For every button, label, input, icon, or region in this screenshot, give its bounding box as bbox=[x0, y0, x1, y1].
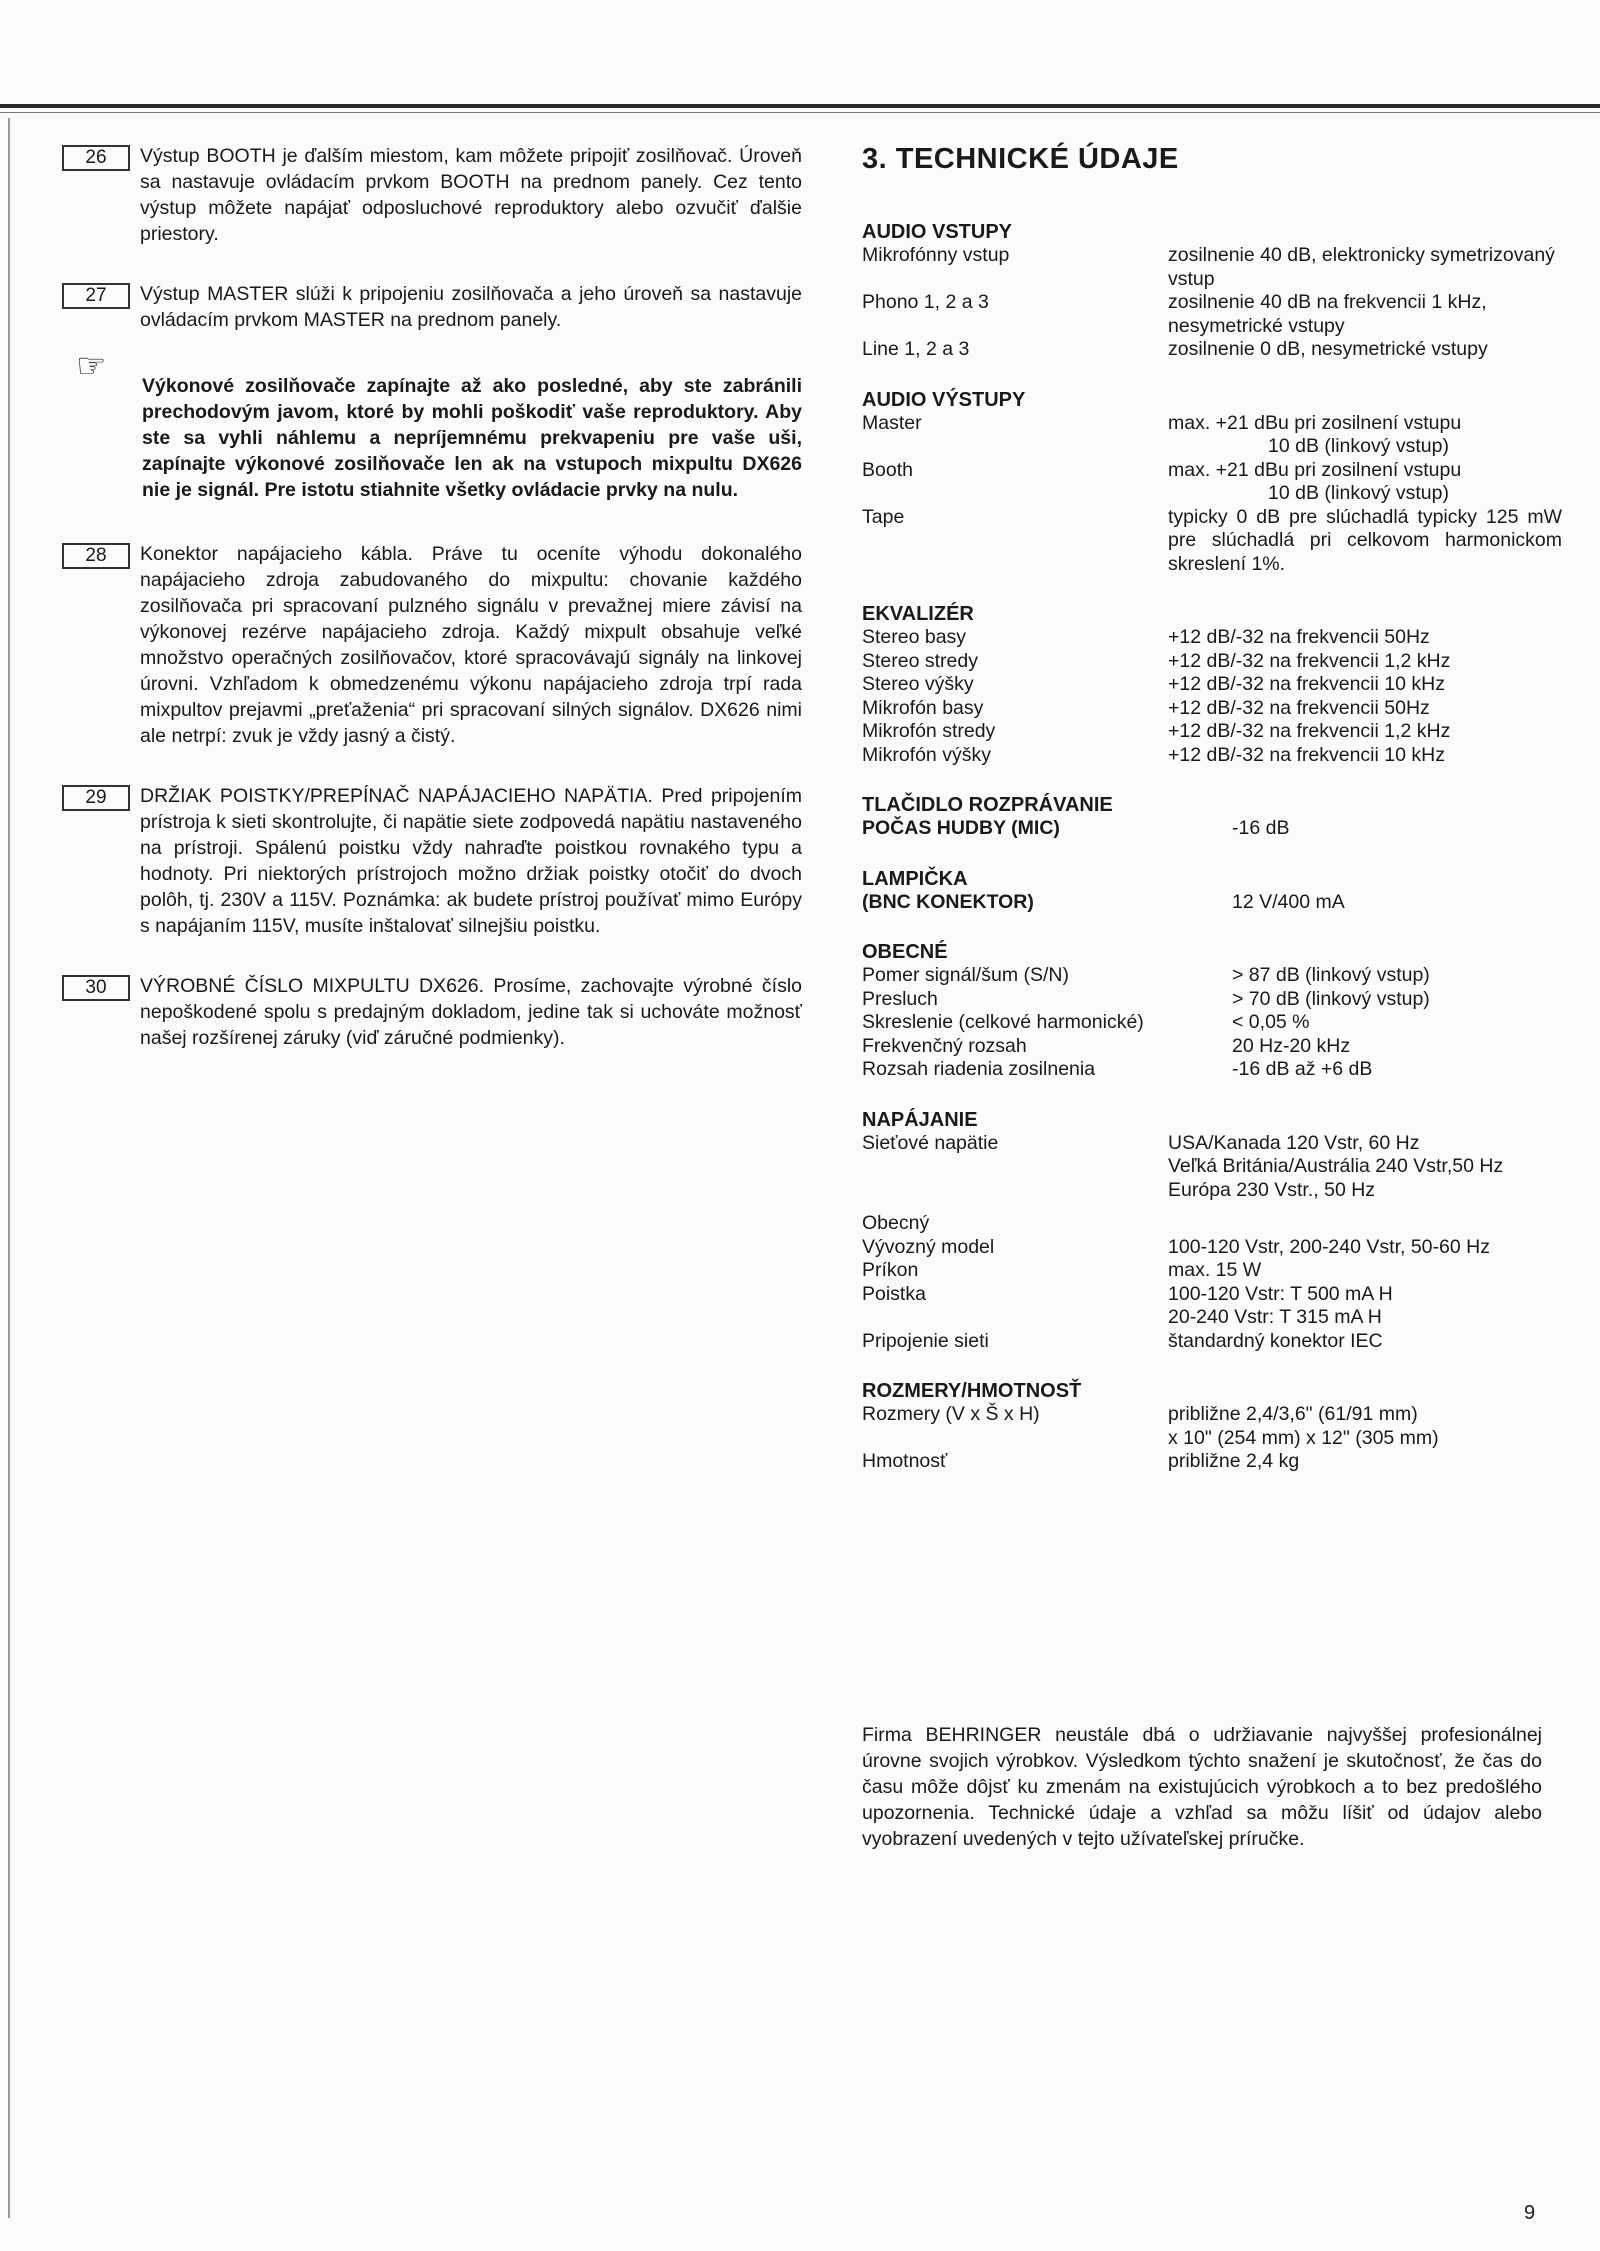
warning-text: Výkonové zosilňovače zapínajte až ako posledné, aby ste zabránili prechodovým javom, ktoré by mohli poškodiť vaše reproduktory. Aby ste sa vyhli náhlemu a nepríjemnému prekvapeniu pre vaše uši, zapínajte výkonové zosilňovače len ak na vstupoch mixpultu DX626 nie je signál. Pre istotu stiahnite všetky ovládacie prvky na nulu. bbox=[142, 375, 802, 501]
spec-value bbox=[1168, 1132, 1562, 1203]
spec-label: Rozmery (V x Š x H) bbox=[862, 1403, 1040, 1425]
spec-row bbox=[862, 817, 1562, 841]
spec-label: Presluch bbox=[862, 987, 938, 1010]
spec-row bbox=[862, 626, 1562, 650]
spec-value: 12 V/400 mA bbox=[1232, 890, 1345, 913]
spec-value bbox=[1168, 1212, 1562, 1236]
item-26 bbox=[62, 143, 802, 247]
spec-value-line: USA/Kanada 120 Vstr, 60 Hz bbox=[1168, 1131, 1420, 1154]
spec-heading: EKVALIZÉR bbox=[862, 603, 974, 625]
spec-heading: LAMPIČKA bbox=[862, 867, 968, 890]
spec-row bbox=[862, 459, 1562, 506]
spec-label: Frekvenčný rozsah bbox=[862, 1034, 1027, 1057]
spec-row bbox=[862, 1011, 1562, 1035]
spec-value: štandardný konektor IEC bbox=[1168, 1329, 1383, 1352]
spec-label: Stereo stredy bbox=[862, 649, 978, 672]
spec-label: Obecný bbox=[862, 1212, 930, 1234]
spec-value: -16 dB až +6 dB bbox=[1232, 1058, 1373, 1080]
spec-section-audio-in bbox=[862, 220, 1562, 362]
spec-row bbox=[862, 1212, 1562, 1236]
spec-label: Tape bbox=[862, 505, 905, 528]
spec-label: Mikrofón výšky bbox=[862, 743, 991, 766]
spec-heading: NAPÁJANIE bbox=[862, 1108, 978, 1131]
spec-value: max. 15 W bbox=[1168, 1259, 1262, 1281]
spec-section-lamp bbox=[862, 867, 1562, 915]
spec-value: > 87 dB (linkový vstup) bbox=[1232, 964, 1430, 986]
item-number: 26 bbox=[62, 145, 130, 171]
spec-label: Mikrofón stredy bbox=[862, 720, 996, 742]
spec-heading: AUDIO VSTUPY bbox=[862, 221, 1013, 243]
item-30 bbox=[62, 973, 802, 1051]
spec-value: < 0,05 % bbox=[1232, 1011, 1310, 1033]
spec-row bbox=[862, 891, 1562, 915]
spec-value-line: 10 dB (linkový vstup) bbox=[1268, 435, 1449, 457]
item-number: 30 bbox=[62, 975, 130, 1001]
page-number: 9 bbox=[1524, 2202, 1536, 2224]
spec-label: Sieťové napätie bbox=[862, 1131, 999, 1154]
spec-label: Hmotnosť bbox=[862, 1450, 948, 1472]
spec-row bbox=[862, 744, 1562, 768]
spec-row bbox=[862, 988, 1562, 1012]
spec-heading: ROZMERY/HMOTNOSŤ bbox=[862, 1380, 1082, 1402]
spec-value bbox=[1168, 459, 1562, 506]
spec-row bbox=[862, 1403, 1562, 1450]
spec-label: Stereo basy bbox=[862, 626, 967, 648]
spec-value: 20 Hz-20 kHz bbox=[1232, 1034, 1351, 1057]
item-text: Konektor napájacieho kábla. Práve tu oceníte výhodu dokonalého napájacieho zdroja zabudovaného do mixpultu: chovanie každého zosilňovača pri spracovaní pulzného signálu v prevažnej miere závisí na výkonovej rezérve napájacieho zdroja. Každý mixpult obsahuje veľké množstvo operačných zosilňovačov, ktoré spracovávajú signály na linkovej úrovni. Vzhľadom k obmedzenému výkonu napájacieho zdroja trpí rada mixpultov prejavmi „preťaženia“ pri spracovaní silných signálov. DX626 nimi ale netrpí: zvuk je vždy jasný a čistý. bbox=[140, 543, 802, 747]
spec-label: Mikrofón basy bbox=[862, 696, 984, 719]
spec-row bbox=[862, 506, 1562, 577]
spec-row bbox=[862, 338, 1562, 362]
spec-label: Booth bbox=[862, 458, 913, 481]
left-column bbox=[62, 143, 802, 1051]
spec-row bbox=[862, 1132, 1562, 1203]
spec-label: POČAS HUDBY (MIC) bbox=[862, 817, 1060, 839]
spec-value: typicky 0 dB pre slúchadlá typicky 125 mW pre slúchadlá pri celkovom harmonickom skreslení 1%. bbox=[1168, 505, 1562, 575]
page-edge bbox=[8, 118, 10, 2218]
spec-label: Pripojenie sieti bbox=[862, 1329, 989, 1352]
spec-row bbox=[862, 1450, 1562, 1474]
spec-value: zosilnenie 40 dB, elektronicky symetrizovaný vstup bbox=[1168, 244, 1555, 290]
item-28 bbox=[62, 541, 802, 749]
spec-label: Vývozný model bbox=[862, 1235, 995, 1258]
item-text: DRŽIAK POISTKY/PREPÍNAČ NAPÁJACIEHO NAPÄTIA. Pred pripojením prístroja k sieti skontrolujte, či napätie siete zodpovedá napätiu nastaveného na prístroji. Spálenú poistku vždy nahraďte poistkou rovnakého typu a hodnoty. Pri niektorých prístrojoch možno držiak poistky otočiť do dvoch polôh, tj. 230V a 115V. Poznámka: ak budete prístroj používať mimo Európy s napájaním 115V, musíte inštalovať silnejšiu poistku. bbox=[140, 785, 802, 937]
spec-label: Phono 1, 2 a 3 bbox=[862, 291, 989, 313]
spec-row bbox=[862, 673, 1562, 697]
item-text: Výstup BOOTH je ďalším miestom, kam môžete pripojiť zosilňovač. Úroveň sa nastavuje ovládacím prvkom BOOTH na prednom panely. Cez tento výstup môžete napájať odposluchové reproduktory alebo ozvučiť ďalšie priestory. bbox=[140, 145, 802, 245]
spec-value-line: max. +21 dBu pri zosilnení vstupu bbox=[1168, 458, 1462, 481]
spec-row bbox=[862, 1035, 1562, 1059]
spec-label: Line 1, 2 a 3 bbox=[862, 338, 970, 360]
spec-row bbox=[862, 1058, 1562, 1082]
spec-value-line: 10 dB (linkový vstup) bbox=[1268, 482, 1449, 504]
section-title: 3. TECHNICKÉ ÚDAJE bbox=[862, 143, 1179, 175]
spec-value: +12 dB/-32 na frekvencii 1,2 kHz bbox=[1168, 649, 1451, 672]
spec-section-general bbox=[862, 940, 1562, 1082]
spec-section-dimensions bbox=[862, 1379, 1562, 1474]
spec-label: Poistka bbox=[862, 1282, 926, 1305]
warning-note bbox=[62, 347, 802, 503]
spec-value: -16 dB bbox=[1232, 817, 1290, 839]
spec-row bbox=[862, 720, 1562, 744]
spec-value: +12 dB/-32 na frekvencii 50Hz bbox=[1168, 696, 1430, 719]
spec-label: Stereo výšky bbox=[862, 673, 974, 695]
spec-value bbox=[1168, 412, 1562, 459]
spec-heading: TLAČIDLO ROZPRÁVANIE bbox=[862, 794, 1113, 816]
spec-label: Rozsah riadenia zosilnenia bbox=[862, 1058, 1096, 1080]
specs-column bbox=[862, 143, 1562, 1500]
item-number: 27 bbox=[62, 283, 130, 309]
spec-label: Mikrofónny vstup bbox=[862, 244, 1010, 266]
spec-value: +12 dB/-32 na frekvencii 1,2 kHz bbox=[1168, 720, 1451, 742]
spec-label: Pomer signál/šum (S/N) bbox=[862, 964, 1069, 986]
top-rule bbox=[0, 104, 1600, 108]
spec-section-power bbox=[862, 1108, 1562, 1354]
spec-value: zosilnenie 0 dB, nesymetrické vstupy bbox=[1168, 338, 1488, 360]
spec-value-line: x 10" (254 mm) x 12" (305 mm) bbox=[1168, 1426, 1439, 1449]
spec-value: +12 dB/-32 na frekvencii 10 kHz bbox=[1168, 673, 1445, 695]
spec-row bbox=[862, 1283, 1562, 1330]
spec-row bbox=[862, 244, 1562, 291]
spec-label: (BNC KONEKTOR) bbox=[862, 890, 1034, 913]
item-text: VÝROBNÉ ČÍSLO MIXPULTU DX626. Prosíme, zachovajte výrobné číslo nepoškodené spolu s predajným dokladom, jedine tak si uchováte možnosť našej rozšírenej záruky (viď záručné podmienky). bbox=[140, 975, 802, 1049]
spec-heading: AUDIO VÝSTUPY bbox=[862, 388, 1026, 411]
spec-value: +12 dB/-32 na frekvencii 10 kHz bbox=[1168, 743, 1445, 766]
top-rule-thin bbox=[0, 112, 1600, 113]
spec-row bbox=[862, 650, 1562, 674]
spec-heading: OBECNÉ bbox=[862, 941, 948, 963]
spec-row bbox=[862, 291, 1562, 338]
spec-value-line: max. +21 dBu pri zosilnení vstupu bbox=[1168, 411, 1462, 434]
spec-value-line: 100-120 Vstr: T 500 mA H bbox=[1168, 1282, 1393, 1305]
spec-value: zosilnenie 40 dB na frekvencii 1 kHz, nesymetrické vstupy bbox=[1168, 291, 1487, 337]
item-text: Výstup MASTER slúži k pripojeniu zosilňovača a jeho úroveň sa nastavuje ovládacím prvkom MASTER na prednom panely. bbox=[140, 283, 802, 331]
spec-section-audio-out bbox=[862, 388, 1562, 577]
spec-section-eq bbox=[862, 602, 1562, 767]
spec-value bbox=[1168, 1283, 1562, 1330]
spec-label: Príkon bbox=[862, 1259, 919, 1281]
spec-value-line: približne 2,4/3,6" (61/91 mm) bbox=[1168, 1403, 1418, 1425]
spec-label: Skreslenie (celkové harmonické) bbox=[862, 1011, 1144, 1033]
spec-section-talkover bbox=[862, 793, 1562, 841]
spec-row bbox=[862, 1330, 1562, 1354]
spec-value: +12 dB/-32 na frekvencii 50Hz bbox=[1168, 626, 1430, 648]
spec-row bbox=[862, 964, 1562, 988]
spec-row bbox=[862, 697, 1562, 721]
spec-value-line: 20-240 Vstr: T 315 mA H bbox=[1168, 1306, 1382, 1328]
spec-value: približne 2,4 kg bbox=[1168, 1450, 1300, 1472]
pointing-hand-icon: ☞ bbox=[76, 347, 107, 385]
spec-value: > 70 dB (linkový vstup) bbox=[1232, 987, 1430, 1010]
spec-row bbox=[862, 412, 1562, 459]
spec-label: Master bbox=[862, 411, 922, 434]
item-number: 29 bbox=[62, 785, 130, 811]
spec-value-line: Európa 230 Vstr., 50 Hz bbox=[1168, 1178, 1376, 1201]
item-number: 28 bbox=[62, 543, 130, 569]
spec-value-line: Veľká Británia/Austrália 240 Vstr,50 Hz bbox=[1168, 1155, 1504, 1177]
item-29 bbox=[62, 783, 802, 939]
spec-row bbox=[862, 1236, 1562, 1260]
spec-row bbox=[862, 1259, 1562, 1283]
spec-value: 100-120 Vstr, 200-240 Vstr, 50-60 Hz bbox=[1168, 1235, 1490, 1258]
spec-value bbox=[1168, 1403, 1562, 1450]
item-27 bbox=[62, 281, 802, 333]
manufacturer-notice: Firma BEHRINGER neustále dbá o udržiavanie najvyššej profesionálnej úrovne svojich výrobkov. Výsledkom týchto snažení je skutočnosť, že čas do času môže dôjsť ku zmenám na existujúcich výrobkoch a to bez predošlého upozornenia. Technické údaje a vzhľad sa môžu líšiť od údajov alebo vyobrazení uvedených v tejto užívateľskej príručke. bbox=[862, 1724, 1542, 1850]
